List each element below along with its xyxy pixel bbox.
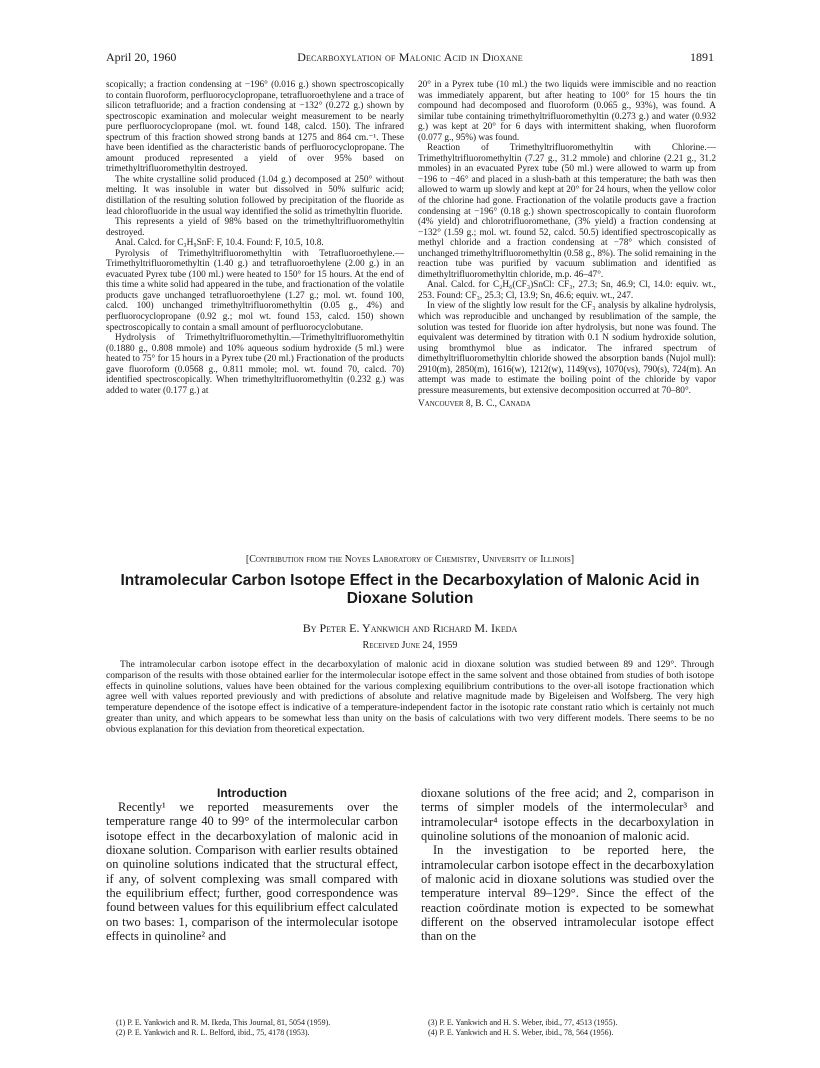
introduction-right-column [421, 786, 714, 944]
paragraph: In the investigation to be reported here, the intramolecular carbon isotope effect in the decarboxylation of malonic acid in dioxane solutions was studied over the temperature interval 89–129°. Since the effect of the reaction coördinate motion is expected to be somewhat different on the observed intramolecular isotope effect than on the [421, 843, 714, 944]
paragraph: scopically; a fraction condensing at −196° (0.016 g.) shown spectroscopically to contain fluoroform, perfluorocyclopropane, tetrafluoroethylene and a trace of silicon tetrafluoride; and a fraction condensing at −132° (0.272 g.) shown by spectroscopic examination and molecular weight measurement to be nearly pure perfluorocyclopropane (mol. wt. found 148, calcd. 150). The infrared spectrum of this fraction showed strong bands at 1275 and 864 cm.⁻¹. These have been identified as the characteristic bands of perfluorocyclopropane. The amount produced represented a yield of over 95% based on trimethyltrifluoromethyltin destroyed. [106, 80, 404, 175]
analysis-line: Anal. Calcd. for C₃H₉SnF: F, 10.4. Found: F, 10.5, 10.8. [115, 238, 324, 249]
paragraph: Hydrolysis of Trimethyltrifluoromethyltin.—Trimethyltrifluoromethyltin (0.1880 g., 0.808 mmole) and 10% aqueous sodium hydroxide (5 ml.) were heated to 75° for 15 hours in a Pyrex tube (20 ml.) Fractionation of the products gave fluoroform (0.0568 g., 0.811 mmole; mol. wt. found 70, calcd. 70) identified spectroscopically. When trimethyltrifluoromethyltin (0.232 g.) was added to water (0.177 g.) at [106, 333, 404, 396]
article-title [106, 572, 714, 608]
article-title-line-1: Intramolecular Carbon Isotope Effect in the Decarboxylation of Malonic Acid in [120, 572, 700, 589]
introduction-heading: Introduction [217, 786, 287, 800]
introduction-left-column [106, 800, 398, 943]
contribution-line: [Contribution from the Noyes Laboratory of Chemistry, University of Illinois] [245, 554, 575, 565]
previous-article-right-column [418, 80, 716, 410]
footnotes-left [116, 1018, 406, 1038]
footnotes-right [428, 1018, 718, 1038]
received-date: Received June 24, 1959 [362, 640, 458, 651]
header-running-title: Decarboxylation of Malonic Acid in Dioxane [297, 50, 523, 64]
footnote: (3) P. E. Yankwich and H. S. Weber, ibid., 77, 4513 (1955). [428, 1018, 618, 1027]
header-date: April 20, 1960 [106, 50, 177, 64]
paragraph: dioxane solutions of the free acid; and 2, comparison in terms of simpler models of the intermolecular³ and intramolecular⁴ isotope effects in the decarboxylation in quinoline solutions of the monoanion of malonic acid. [421, 786, 714, 844]
analysis-line: Anal. Calcd. for C₂H₆(CF₃)SnCl: CF₃, 27.3; Sn, 46.9; Cl, 14.0: equiv. wt., 253. Found: CF₃, 25.3; Cl, 13.9; Sn, 46.6; equiv. wt., 247. [418, 280, 716, 301]
running-header [106, 50, 714, 66]
paragraph: This represents a yield of 98% based on the trimethyltrifluoromethyltin destroyed. [106, 217, 404, 238]
header-page-number: 1891 [690, 50, 714, 64]
footnote: (2) P. E. Yankwich and R. L. Belford, ibid., 75, 4178 (1953). [116, 1028, 310, 1037]
paragraph: Pyrolysis of Trimethyltrifluoromethyltin with Tetrafluoroethylene.—Trimethyltrifluoromethyltin (1.40 g.) and tetrafluoroethylene (2.00 g.) in an evacuated Pyrex tube (100 ml.) were heated to 150° for 15 hours. At the end of this time a white solid had appeared in the tube, and fractionation of the volatile products gave unchanged tetrafluoroethylene (1.27 g.; mol. wt. found 100, calcd. 100) unchanged trimethyltrifluoromethyltin (0.05 g., 4%) and perfluorocyclopropane (0.92 g.; mol wt. found 153, calcd. 150) shown spectroscopically to contain a small amount of perfluorocyclobutane. [106, 248, 404, 333]
footnote: (1) P. E. Yankwich and R. M. Ikeda, This Journal, 81, 5054 (1959). [116, 1018, 331, 1027]
article-title-line-2: Dioxane Solution [346, 590, 474, 607]
paragraph: The white crystalline solid produced (1.04 g.) decomposed at 250° without melting. It was insoluble in water but dissolved in 50% sulfuric acid; distillation of the resulting solution followed by precipitation of the fluoride as lead chlorofluoride in the usual way identified the solid as trimethyltin fluoride. [106, 174, 404, 217]
paragraph: 20° in a Pyrex tube (10 ml.) the two liquids were immiscible and no reaction was immediately apparent, but after heating to 100° for 15 hours the tin compound had decomposed and fluoroform (0.065 g., 93%), was found. A similar tube containing trimethyltrifluoromethyltin (0.273 g.) and water (0.932 g.) was kept at 20° for 6 days with intermittent shaking, when fluoroform (0.077 g., 95%) was found. [418, 80, 716, 143]
paragraph: In view of the slightly low result for the CF₃ analysis by alkaline hydrolysis, which was reproducible and unchanged by resublimation of the sample, the solution was tested for fluoride ion after hydrolysis, but none was found. The equivalent was determined by titration with 0.1 N sodium hydroxide solution, using bromthymol blue as indicator. The infrared spectrum of dimethyltrifluoromethyltin chloride showed the absorption bands (Nujol mull): 2910(m), 2850(m), 1616(w), 1212(w), 1149(vs), 1070(vs), 790(s), 724(m). An attempt was made to estimate the boiling point of the chloride by vapor pressure measurements, but extensive decomposition occurred at 70–80°. [418, 301, 716, 396]
author-address: Vancouver 8, B. C., Canada [418, 399, 531, 410]
abstract: The intramolecular carbon isotope effect in the decarboxylation of malonic acid in dioxane solution was studied between 89 and 129°. Through comparison of the results with those obtained earlier for the intermolecular isotope effect in the same solvent and those obtained from studies of both isotope effects in quinoline solutions, values have been obtained for the various complexing equilibrium contributions to the over-all isotope fractionation which agree well with values reported previously and with predictions of absolute and relative magnitude made by Bigeleisen and Wolfsberg. The very high temperature dependence of the isotope effect is indicative of a temperature-independent factor in the isotopic rate constant ratio which is certainly not much greater than unity, and which appears to be somewhat less than unity on the basis of calculations with two very different models. There seems to be no obvious explanation for this deviation from theoretical expectation. [106, 659, 714, 735]
paragraph: Recently¹ we reported measurements over the temperature range 40 to 99° of the intermolecular carbon isotope effect in the decarboxylation of malonic acid in dioxane solution. Comparison with earlier results obtained on quinoline solutions indicated that the structural effect, if any, of solvent complexing was small compared with the equilibrium effect; further, good correspondence was found between values for this equilibrium effect calculated on two bases: 1, comparison of the intermolecular isotope effects in quinoline² and [106, 800, 398, 944]
paragraph: Reaction of Trimethyltrifluoromethyltin with Chlorine.—Trimethyltrifluoromethyltin (7.27 g., 31.2 mmole) and chlorine (2.21 g., 31.2 mmoles) in an evacuated Pyrex tube (50 ml.) were allowed to warm up from −196 to −46° and placed in a slush-bath at this temperature; the bath was then allowed to warm up slowly and kept at 20° for 24 hours, when the yellow color of the chlorine had gone. Fractionation of the volatile products gave a fraction condensing at −196° (0.18 g.) shown spectroscopically to contain fluoroform (4% yield) and chlorotrifluoromethane, (3% yield) a fraction condensing at −132° (1.59 g.; mol. wt. found 52, calcd. 50.5) identified spectroscopically as methyl chloride and a fraction condensing at −78° which consisted of unchanged trimethyltrifluoromethyltin (0.58 g., 8%). The solid remaining in the reaction tube was purified by vacuum sublimation and identified as dimethyltrifluoromethyltin chloride, m.p. 46–47°. [418, 143, 716, 280]
footnote: (4) P. E. Yankwich and H. S. Weber, ibid., 78, 564 (1956). [428, 1028, 614, 1037]
article-authors: By Peter E. Yankwich and Richard M. Ikeda [302, 621, 518, 635]
previous-article-left-column [106, 80, 404, 396]
